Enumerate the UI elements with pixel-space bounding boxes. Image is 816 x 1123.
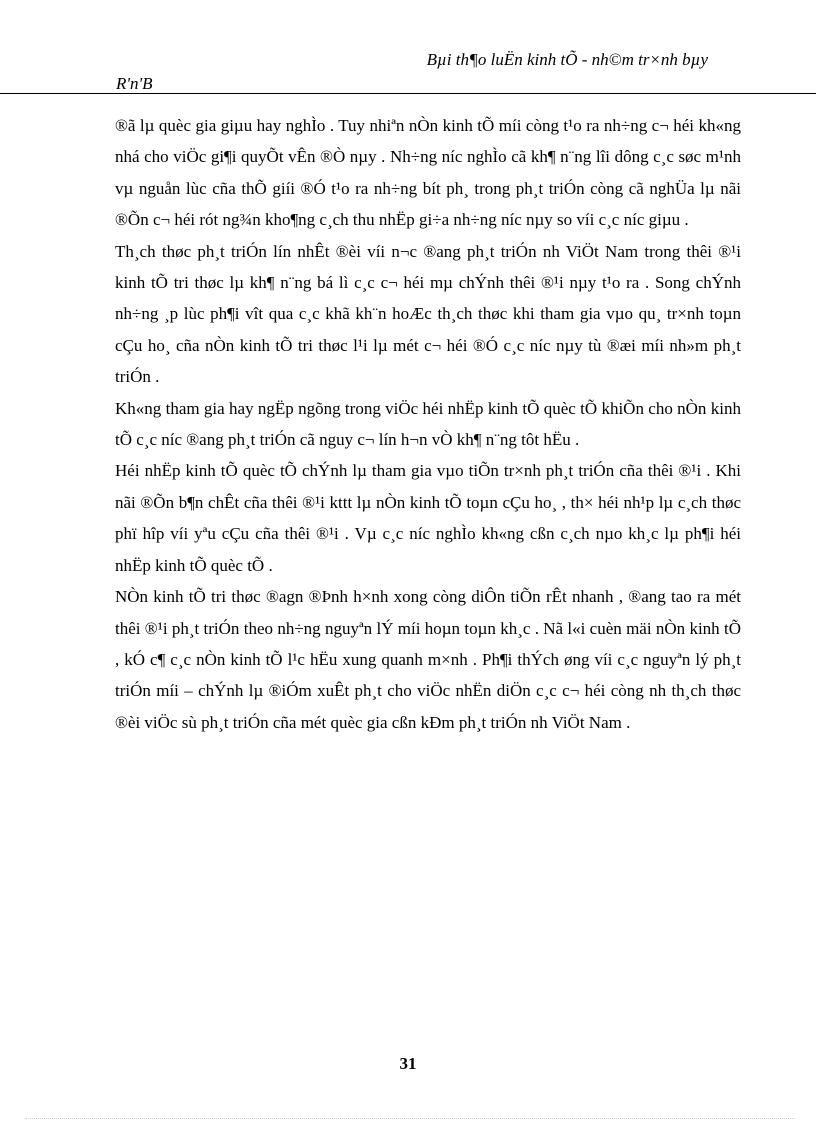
- paragraph-2: Th¸ch thøc ph¸t triÓn lín nhÊt ®èi víi n¬c ®ang ph¸t triÓn nh ViÖt Nam trong thêi ®¹i kinh tÕ tri thøc lµ kh¶ n¨ng bá lì c¸c c¬ héi mµ chÝnh thêi ®¹i nµy t¹o ra . Song chÝnh nh÷ng ¸p lùc ph¶i vît qua c¸c khã kh¨n hoÆc th¸ch thøc khi tham gia vµo qu¸ tr×nh toµn cÇu ho¸ cña nÒn kinh tÕ tri thøc l¹i lµ mét c¬ héi ®Ó c¸c níc nµy tù ®æi míi nh»m ph¸t triÓn .: [115, 241, 741, 387]
- header-divider: [0, 93, 816, 94]
- paragraph-3: Kh«ng tham gia hay ngËp ngõng trong viÖc héi nhËp kinh tÕ quèc tÕ khiÕn cho nÒn kinh tÕ c¸c níc ®ang ph¸t triÓn cã nguy c¬ lín h¬n vÒ kh¶ n¨ng tôt hËu .: [115, 398, 741, 450]
- page-bottom-edge: [25, 1118, 795, 1119]
- page-number: 31: [399, 1054, 417, 1073]
- document-body: [115, 110, 741, 738]
- paragraph-1: ®ã lµ quèc gia giµu hay nghÌo . Tuy nhiªn nÒn kinh tÕ míi còng t¹o ra nh÷ng c¬ héi kh«ng nhá cho viÖc gi¶i quyÕt vÊn ®Ò nµy . Nh÷ng níc nghÌo cã kh¶ n¨ng lîi dông c¸c søc m¹nh vµ nguån lùc cña thÕ giíi ®Ó t¹o ra nh÷ng bít ph¸ trong ph¸t triÓn còng cã nghÜa lµ nãi ®Õn c¬ héi rót ng¾n kho¶ng c¸ch thu nhËp gi÷a nh÷ng níc nµy so víi c¸c níc giµu .: [115, 116, 741, 230]
- paragraph-4: Héi nhËp kinh tÕ quèc tÕ chÝnh lµ tham gia vµo tiÕn tr×nh ph¸t triÓn cña thêi ®¹i . Khi nãi ®Õn b¶n chÊt cña thêi ®¹i kttt lµ nÒn kinh tÕ toµn cÇu ho¸ , th× héi nh¹p lµ c¸ch thøc phï hîp víi yªu cÇu cña thêi ®¹i . Vµ c¸c níc nghÌo kh«ng cßn c¸ch nµo kh¸c lµ ph¶i héi nhËp kinh tÕ quèc tÕ .: [115, 461, 741, 575]
- running-header-title: Bµi th¶o luËn kinh tÕ - nh©m tr×nh bµy: [426, 50, 708, 69]
- running-header-mark: R'n'B: [116, 74, 153, 93]
- paragraph-5: NÒn kinh tÕ tri thøc ®agn ®Þnh h×nh xong còng diÔn tiÕn rÊt nhanh , ®ang tao ra mét thêi ®¹i ph¸t triÓn theo nh÷ng nguyªn lÝ míi hoµn toµn kh¸c . Nã l«i cuèn mäi nÒn kinh tÕ , kÓ c¶ c¸c nÒn kinh tÕ l¹c hËu xung quanh m×nh . Ph¶i thÝch øng víi c¸c nguyªn lý ph¸t triÓn míi – chÝnh lµ ®iÓm xuÊt ph¸t cho viÖc nhËn diÖn c¸c c¬ héi còng nh th¸ch thøc ®èi viÖc sù ph¸t triÓn cña mét quèc gia cßn kÐm ph¸t triÓn nh ViÖt Nam .: [115, 587, 741, 732]
